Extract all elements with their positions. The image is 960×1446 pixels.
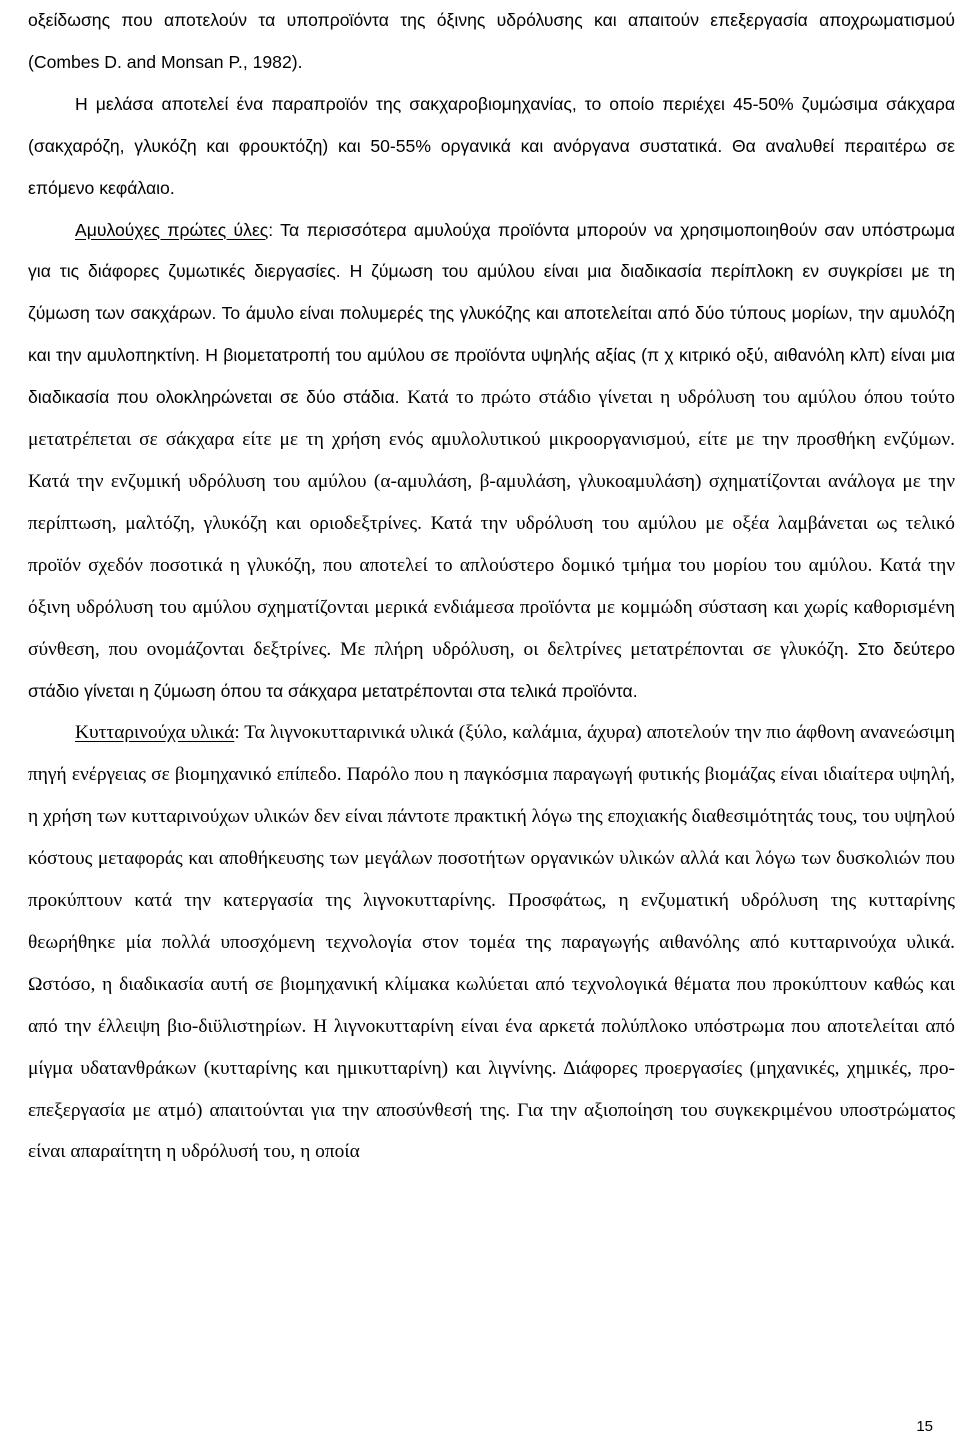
text-segment: Η μελάσα αποτελεί ένα παραπροϊόν της σακχαροβιομηχανίας, το οποίο περιέχει 45-50% ζυμώσιμα σάκχαρα (σακχαρόζη, γλυκόζη και φρουκτόζη) και 50-55% οργανικά και ανόργανα συστατικά. Θα αναλυθεί περαιτέρω σε επόμενο κεφάλαιο.	[28, 93, 955, 198]
paragraph-continuation	[28, 0, 955, 84]
text-segment: Η ζύμωση του αμύλου είναι μια διαδικασία περίπλοκη εν συγκρίσει με τη ζύμωση των σακχάρων. Το άμυλο είναι πολυμερές της γλυκόζης και αποτελείται από δύο τύπους μορίων, την αμυλόζη και την αμυλοπηκτίνη. Η βιομετατροπή του αμύλου σε προϊόντα υψηλής αξίας (π χ κιτρικό οξύ, αιθανόλη κλπ) είναι μια διαδικασία που ολοκληρώνεται σε δύο στάδια.	[28, 261, 955, 408]
text-segment: οξείδωσης που αποτελούν τα υποπροϊόντα της όξινης υδρόλυσης και απαιτούν επεξεργασία αποχρωματισμού (Combes D. and Monsan P., 1982).	[28, 10, 955, 72]
paragraph-molasses	[28, 84, 955, 210]
text-segment: : Τα λιγνοκυτταρινικά υλικά (ξύλο, καλάμια, άχυρα) αποτελούν την πιο άφθονη ανανεώσιμη πηγή ενέργειας σε βιομηχανικό επίπεδο. Παρόλο που η παγκόσμια παραγωγή φυτικής βιομάζας είναι ιδιαίτερα υψηλή, η χρήση των κυτταρινούχων υλικών δεν είναι πάντοτε πρακτική λόγω της εποχιακής διαθεσιμότητάς τους, του υψηλού κόστους μεταφοράς και αποθήκευσης των μεγάλων ποσοτήτων οργανικών υλικών αλλά και λόγω των δυσκολιών που προκύπτουν κατά την κατεργασία της λιγνοκυτταρίνης. Προσφάτως, η ενζυματική υδρόλυση της κυτταρίνης θεωρήθηκε μία πολλά υποσχόμενη τεχνολογία στον τομέα της παραγωγής αιθανόλης από κυτταρινούχα υλικά. Ωστόσο, η διαδικασία αυτή σε βιομηχανική κλίμακα κωλύεται από τεχνολογικά θέματα που προκύπτουν καθώς και από την έλλειψη βιο-διϋλιστηρίων. Η λιγνοκυτταρίνη είναι ένα αρκετά πολύπλοκο υπόστρωμα που αποτελείται από μίγμα υδατανθράκων (κυτταρίνης και ημικυτταρίνη) και λιγνίνης. Διάφορες προεργασίες (μηχανικές, χημικές, προ-επεξεργασία με ατμό) απαιτούνται για την αποσύνθεσή της. Για την αξιοποίηση του συγκεκριμένου υποστρώματος είναι απαραίτητη η υδρόλυσή του, η οποία	[28, 722, 955, 1163]
section-heading-cellulose: Κυτταρινούχα υλικά	[75, 722, 235, 744]
section-heading-starch: Αμυλούχες πρώτες ύλες	[75, 219, 269, 240]
paragraph-cellulose	[28, 712, 955, 1173]
text-segment: Κατά το πρώτο στάδιο γίνεται η υδρόλυση του αμύλου όπου τούτο μετατρέπεται σε σάκχαρα είτε με τη χρήση ενός αμυλολυτικού μικροοργανισμού, είτε με την προσθήκη ενζύμων. Κατά την ενζυμική υδρόλυση του αμύλου (α-αμυλάση, β-αμυλάση, γλυκοαμυλάση) σχηματίζονται ανάλογα με την περίπτωση, μαλτόζη, γλυκόζη και οριοδεξτρίνες. Κατά την υδρόλυση του αμύλου με οξέα λαμβάνεται ως τελικό προϊόν σχεδόν ποσοτικά η γλυκόζη, που αποτελεί το απλούστερο δομικό τμήμα του μορίου του αμύλου. Κατά την όξινη υδρόλυση του αμύλου σχηματίζονται μερικά ενδιάμεσα προϊόντα με κομμώδη σύσταση και χωρίς καθορισμένη σύνθεση, που ονομάζονται δεξτρίνες. Με πλήρη υδρόλυση, οι δελτρίνες μετατρέπονται σε γλυκόζη.	[28, 387, 955, 660]
paragraph-starch	[28, 210, 955, 713]
text-segment: Στο δεύτερο στάδιο γίνεται η ζύμωση όπου τα σάκχαρα μετατρέπονται στα τελικά προϊόντα.	[28, 638, 955, 701]
page-number: 15	[916, 1418, 933, 1435]
body-text	[28, 0, 955, 1173]
text-segment: : Τα περισσότερα αμυλούχα προϊόντα μπορούν να χρησιμοποιηθούν σαν υπόστρωμα για τις διάφορες ζυμωτικές διεργασίες.	[28, 219, 955, 282]
